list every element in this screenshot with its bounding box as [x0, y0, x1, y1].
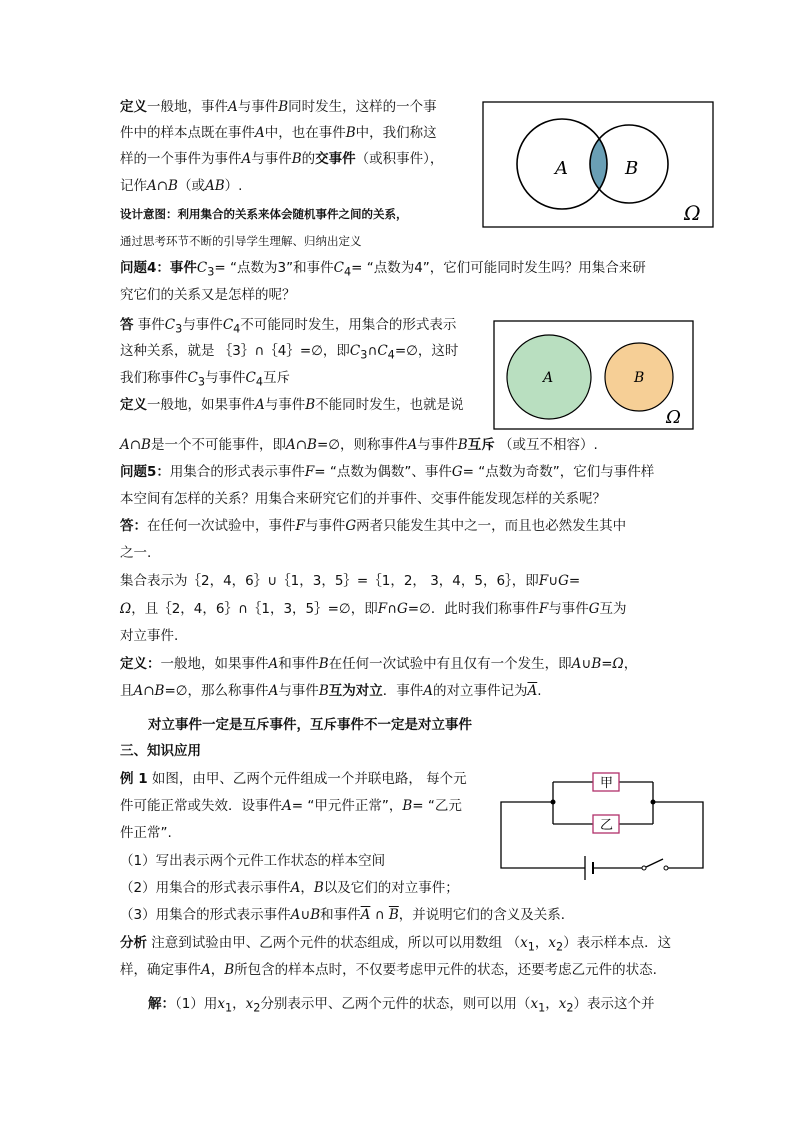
parallel-circuit-diagram	[497, 772, 707, 884]
section-heading: 三、知识应用	[120, 743, 201, 759]
answer-5-line-5: 对立事件.	[120, 628, 179, 644]
example-1-line-3: 件正常”.	[120, 825, 172, 841]
def-intersection-line-2: 件中的样本点既在事件A中，也在事件B中，我们称这	[120, 125, 437, 141]
def-intersection-line-1: 定义一般地，事件A与事件B同时发生，这样的一个事	[120, 99, 437, 115]
answer-4-line-2: 这种关系，就是 ｛3｝∩｛4｝=∅，即$C_3\cap C_4=\emptyset$，这时	[120, 343, 459, 362]
venn-intersection-diagram	[482, 101, 714, 228]
example-1-question-2: （2）用集合的形式表示事件A，B以及它们的对立事件；	[120, 880, 459, 896]
answer-5-line-3: 集合表示为｛2，4，6｝∪｛1，3，5｝=｛1，2， 3，4，5，6｝，即F∪G=	[120, 573, 581, 589]
venn1-omega: Ω	[684, 201, 701, 225]
circuit-wire	[501, 802, 585, 868]
circuit-wire	[653, 802, 703, 868]
question-4-line-2: 究它们的关系又是怎样的呢？	[120, 287, 296, 303]
answer-5-line-1: 答：在任何一次试验中，事件F与事件G两者只能发生其中之一，而且也必然发生其中	[120, 518, 627, 534]
def-intersection-line-3: 样的一个事件为事件A与事件B的交事件（或积事件），	[120, 151, 444, 167]
venn1-label-a: A	[555, 158, 568, 179]
def-opposite-line-1: 定义：一般地，如果事件A和事件B在任何一次试验中有且仅有一个发生，即A∪B=Ω，	[120, 656, 638, 672]
venn-exclusive-diagram	[493, 320, 694, 430]
def-exclusive-line-2: A∩B是一个不可能事件，即A∩B=∅，则称事件A与事件B互斥 （或互不相容）.	[120, 437, 598, 453]
answer-4-line-1: 答 事件$C_3$与事件$C_4$不可能同时发生，用集合的形式表示	[120, 317, 457, 336]
question-4-line-1: 问题4：事件$C_3=$ “点数为3”和事件$C_4=$ “点数为4”，它们可能同时发生吗？用集合来研	[120, 260, 646, 279]
analysis-line-2: 样，确定事件A，B所包含的样本点时，不仅要考虑甲元件的状态，还要考虑乙元件的状态.	[120, 962, 657, 978]
design-intent-line-1: 设计意图：利用集合的关系来体会随机事件之间的关系，	[120, 207, 408, 221]
opposite-vs-exclusive-note: 对立事件一定是互斥事件，互斥事件不一定是对立事件	[148, 717, 472, 733]
switch-icon	[644, 859, 663, 868]
answer-5-line-4: Ω，且｛2，4，6｝∩｛1，3，5｝=∅，即F∩G=∅．此时我们称事件F与事件G互为	[120, 601, 627, 617]
solution-line-1: 解：（1）用$x_1$，$x_2$分别表示甲、乙两个元件的状态，则可以用（$x_1$，$x_2$）表示这个并	[148, 996, 655, 1015]
question-5-line-2: 本空间有怎样的关系？用集合来研究它们的并事件、交事件能发现怎样的关系呢？	[120, 491, 606, 507]
element-jia-label: 甲	[600, 776, 614, 791]
def-intersection-line-4: 记作A∩B（或AB）.	[120, 178, 243, 194]
example-1-question-3: （3）用集合的形式表示事件A∪B和事件$\overline{A}$ ∩ $\overline{B}$，并说明它们的含义及关系．	[120, 907, 575, 923]
example-1-line-2: 件可能正常或失效．设事件A= “甲元件正常”，B= “乙元	[120, 798, 462, 814]
question-5-line-1: 问题5：用集合的形式表示事件F= “点数为偶数”、事件G= “点数为奇数”，它们与事件样	[120, 464, 655, 480]
answer-4-line-3: 我们称事件$C_3$与事件$C_4$互斥	[120, 370, 291, 389]
venn2-omega: Ω	[666, 407, 681, 428]
venn1-label-b: B	[625, 158, 639, 179]
venn2-label-a: A	[543, 370, 554, 386]
answer-5-line-2: 之一.	[120, 545, 152, 561]
def-exclusive-line-1: 定义一般地，如果事件A与事件B不能同时发生，也就是说	[120, 397, 464, 413]
analysis-line-1: 分析 注意到试验由甲、乙两个元件的状态组成，所以可以用数组 （$x_1$，$x_2$）表示样本点．这	[120, 935, 672, 954]
element-yi-label: 乙	[600, 818, 614, 833]
example-1-line-1: 例 1 如图，由甲、乙两个元件组成一个并联电路， 每个元	[120, 771, 467, 787]
venn2-label-b: B	[634, 370, 645, 386]
example-1-question-1: （1）写出表示两个元件工作状态的样本空间	[120, 853, 386, 869]
design-intent-line-2: 通过思考环节不断的引导学生理解、归纳出定义	[120, 234, 362, 248]
def-opposite-line-2: 且A∩B=∅，那么称事件A与事件B互为对立．事件A的对立事件记为$\overline{A}$.	[120, 683, 542, 699]
